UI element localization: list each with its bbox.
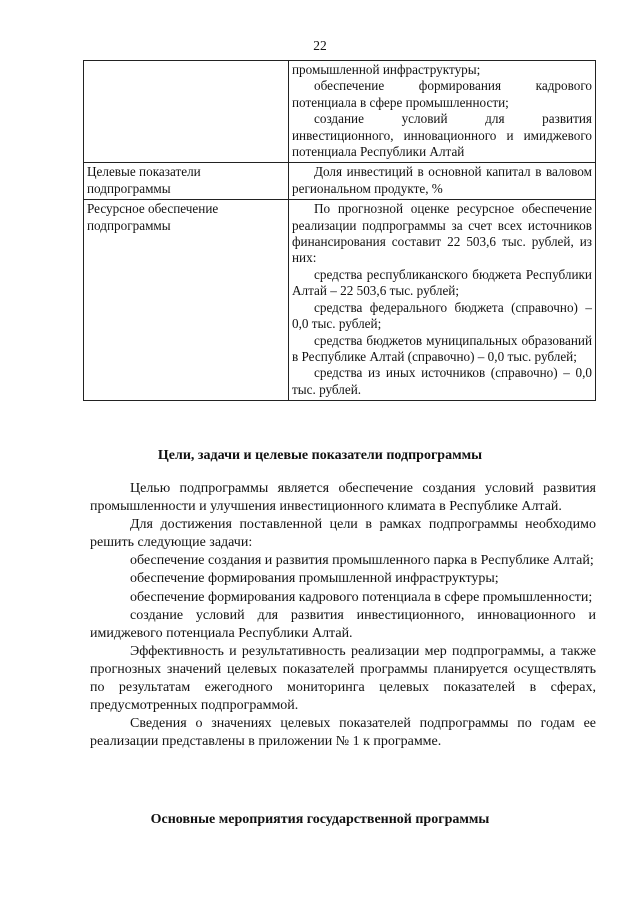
- body-paragraph: создание условий для развития инвестиционного, инновационного и имиджевого потенциала Республики Алтай.: [90, 607, 596, 641]
- table-paragraph: промышленной инфраструктуры;: [292, 62, 481, 77]
- table-label-cell: Ресурсное обеспечение подпрограммы: [84, 200, 289, 401]
- table-paragraph: средства бюджетов муниципальных образований в Республике Алтай (справочно) – 0,0 тыс. рублей;: [292, 332, 592, 364]
- table-label-cell: Целевые показатели подпрограммы: [84, 163, 289, 200]
- section-heading-goals: Цели, задачи и целевые показатели подпрограммы: [157, 448, 483, 463]
- table-row: [84, 61, 596, 163]
- body-paragraph: обеспечение формирования кадрового потенциала в сфере промышленности;: [130, 589, 593, 605]
- table-paragraph: средства федерального бюджета (справочно) – 0,0 тыс. рублей;: [292, 299, 592, 332]
- body-paragraph: обеспечение создания и развития промышленного парка в Республике Алтай;: [130, 553, 594, 569]
- table-value-cell: [289, 61, 596, 163]
- table-value-cell: [289, 200, 596, 401]
- table-paragraph: По прогнозной оценке ресурсное обеспечение реализации подпрограммы за счет всех источников финансирования составит 22 503,6 тыс. рублей, из них:: [292, 201, 592, 266]
- page-number: 22: [313, 38, 327, 53]
- table-paragraph: Доля инвестиций в основной капитал в валовом региональном продукте, %: [292, 164, 592, 196]
- section-body: [90, 480, 596, 751]
- body-paragraph: Целью подпрограммы является обеспечение создания условий развития промышленности и улучшения инвестиционного климата в Республике Алтай.: [90, 481, 596, 515]
- table-paragraph: создание условий для развития инвестиционного, инновационного и имиджевого потенциала Республики Алтай: [292, 111, 592, 160]
- table-value-cell: [289, 163, 596, 200]
- table-label-cell: [84, 61, 289, 163]
- table-row: [84, 163, 596, 200]
- table-paragraph: средства из иных источников (справочно) – 0,0 тыс. рублей.: [292, 365, 592, 397]
- table-row: [84, 200, 596, 401]
- body-paragraph: Эффективность и результативность реализации мер подпрограммы, а также прогнозных значений целевых показателей программы планируется осуществлять по результатам ежегодного мониторинга целевых показателей в сферах, предусмотренных подпрограммой.: [90, 643, 596, 714]
- table-paragraph: средства республиканского бюджета Республики Алтай – 22 503,6 тыс. рублей;: [292, 266, 592, 299]
- section-heading-activities: Основные мероприятия государственной программы: [150, 812, 490, 827]
- table-paragraph: обеспечение формирования кадрового потенциала в сфере промышленности;: [292, 78, 592, 110]
- passport-table: [83, 60, 596, 401]
- body-paragraph: Для достижения поставленной цели в рамках подпрограммы необходимо решить следующие задачи:: [90, 517, 596, 551]
- body-paragraph: обеспечение формирования промышленной инфраструктуры;: [130, 571, 499, 587]
- body-paragraph: Сведения о значениях целевых показателей подпрограммы по годам ее реализации представлены в приложении № 1 к программе.: [90, 716, 596, 750]
